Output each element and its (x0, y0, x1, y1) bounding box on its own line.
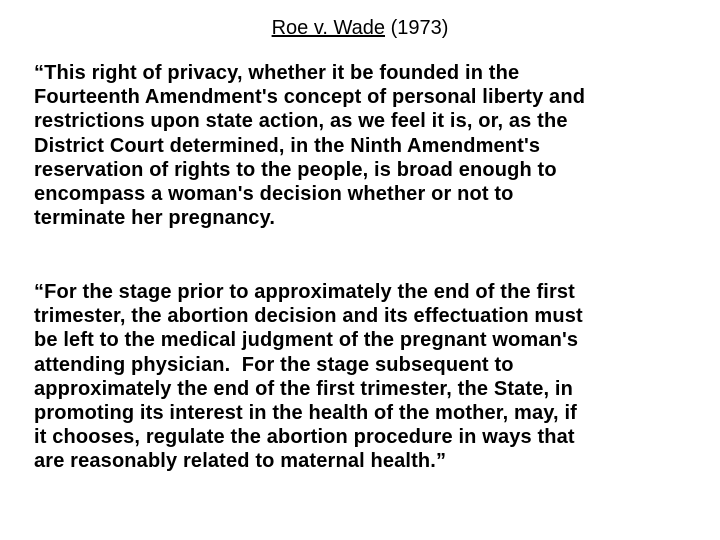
quote-line: terminate her pregnancy. (34, 207, 276, 230)
case-name: Roe v. Wade (271, 17, 385, 39)
quote-line: approximately the end of the first trimester, the State, in (34, 377, 573, 400)
quote-line: it chooses, regulate the abortion procedure in ways that (34, 426, 575, 449)
quote-trimester (34, 280, 694, 474)
quote-line: “This right of privacy, whether it be founded in the (34, 62, 520, 84)
quote-line: promoting its interest in the health of the mother, may, if (34, 402, 577, 425)
quote-line: District Court determined, in the Ninth Amendment's (34, 134, 541, 157)
quote-line: restrictions upon state action, as we feel it is, or, as the (34, 110, 568, 133)
quote-line: reservation of rights to the people, is broad enough to (34, 158, 557, 181)
quote-privacy (34, 61, 694, 230)
case-year: (1973) (390, 17, 449, 39)
slide-title (0, 16, 720, 40)
quote-line: be left to the medical judgment of the pregnant woman's (34, 329, 579, 352)
quote-line: are reasonably related to maternal health.” (34, 450, 447, 473)
quote-line: Fourteenth Amendment's concept of personal liberty and (34, 86, 586, 109)
quote-line: attending physician. For the stage subsequent to (34, 353, 514, 376)
quote-line: trimester, the abortion decision and its effectuation must (34, 305, 583, 328)
quote-line: “For the stage prior to approximately the end of the first (34, 281, 575, 303)
quote-line: encompass a woman's decision whether or not to (34, 183, 514, 206)
